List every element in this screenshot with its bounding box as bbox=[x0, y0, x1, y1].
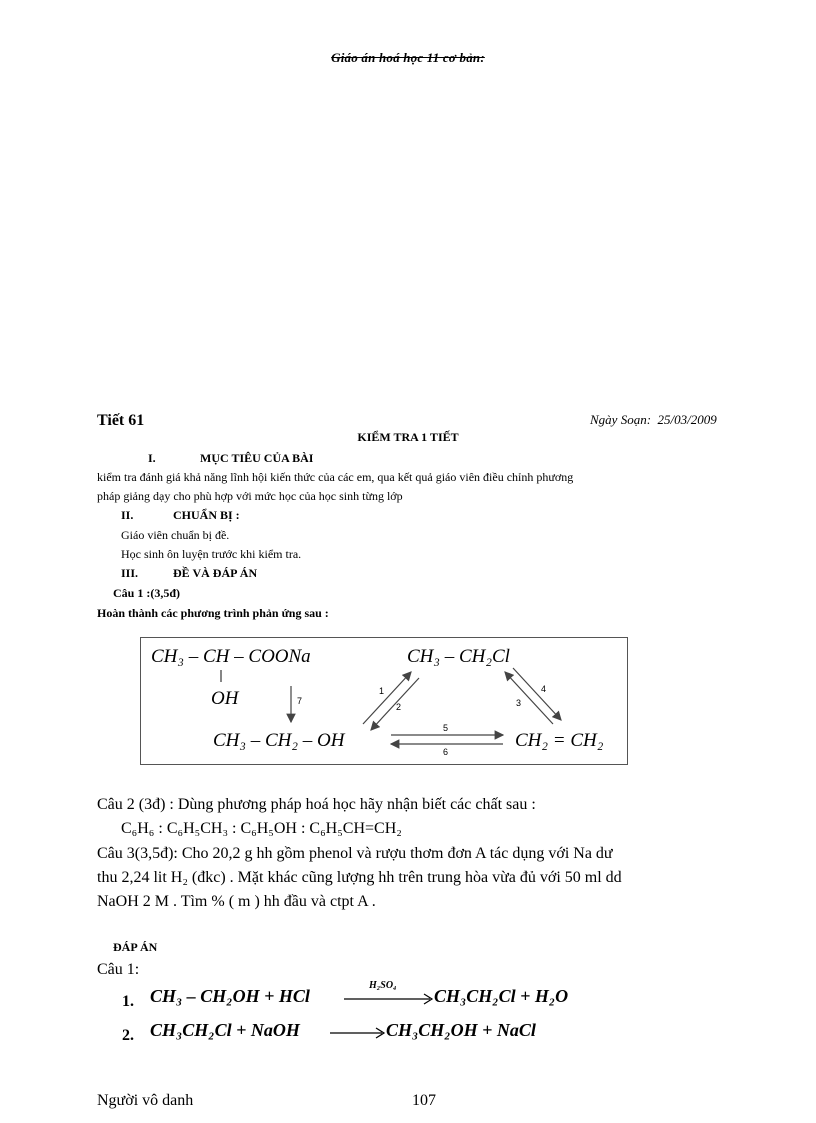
date-label: Ngày Soạn: bbox=[590, 412, 652, 427]
arrow-3 bbox=[505, 672, 553, 724]
page-header: Giáo án hoá học 11 cơ bản: bbox=[331, 50, 485, 65]
reaction-diagram bbox=[140, 637, 628, 765]
ethylene-formula: CH₂ = CH₂ bbox=[515, 730, 604, 751]
section-label: MỤC TIÊU CỦA BÀI bbox=[200, 451, 314, 465]
equation-number: 2. bbox=[122, 1027, 134, 1044]
answer-question-1: Câu 1: bbox=[97, 961, 140, 978]
section-preparation bbox=[121, 508, 240, 523]
section-number: II. bbox=[121, 508, 134, 522]
sodium-lactate-formula: CH₃ – CH – COONa bbox=[151, 646, 311, 667]
lesson-number: Tiết 61 bbox=[97, 412, 145, 429]
equation-lhs: CH₃ – CH₂OH + HCl bbox=[150, 986, 310, 1006]
equation-lhs: CH₃CH₂Cl + NaOH bbox=[150, 1020, 300, 1040]
question-3-line-3: NaOH 2 M . Tìm % ( m ) hh đầu và ctpt A . bbox=[97, 893, 376, 910]
reaction-arrow-icon bbox=[344, 992, 434, 1006]
section-number: III. bbox=[121, 566, 139, 580]
ethanol-formula: CH₃ – CH₂ – OH bbox=[213, 730, 345, 751]
page-title: KIỂM TRA 1 TIẾT bbox=[357, 430, 459, 444]
arrow-4 bbox=[513, 668, 561, 720]
footer-author: Người vô danh bbox=[97, 1092, 194, 1109]
prep-date bbox=[590, 412, 717, 428]
section-label: CHUẨN BỊ : bbox=[173, 508, 240, 522]
arrow-label-1: 1 bbox=[379, 686, 385, 696]
equation-catalyst: H₂SO₄ bbox=[369, 980, 397, 991]
arrow-label-7: 7 bbox=[297, 696, 303, 706]
question-1-label: Câu 1 :(3,5đ) bbox=[113, 586, 181, 600]
section-objectives bbox=[148, 451, 313, 466]
date-value: 25/03/2009 bbox=[657, 412, 717, 427]
arrow-label-2: 2 bbox=[396, 702, 402, 712]
arrow-label-4: 4 bbox=[541, 684, 547, 694]
arrow-label-6: 6 bbox=[443, 747, 449, 757]
equation-number: 1. bbox=[122, 993, 134, 1010]
equation-1 bbox=[122, 980, 622, 1014]
question-3-line-1: Câu 3(3,5đ): Cho 20,2 g hh gồm phenol và rượu thơm đơn A tác dụng với Na dư bbox=[97, 845, 613, 862]
section-label: ĐỀ VÀ ĐÁP ÁN bbox=[173, 566, 258, 580]
question-1-instruction: Hoàn thành các phương trình phản ứng sau : bbox=[97, 606, 329, 620]
equation-rhs: CH₃CH₂Cl + H₂O bbox=[434, 986, 569, 1006]
reaction-arrow-icon bbox=[330, 1026, 386, 1040]
equation-2 bbox=[122, 1018, 622, 1048]
section-number: I. bbox=[148, 451, 156, 465]
arrow-1 bbox=[363, 672, 411, 724]
section-test bbox=[121, 566, 257, 581]
question-2-compounds: C₆H₆ : C₆H₅CH₃ : C₆H₅OH : C₆H₅CH=CH₂ bbox=[121, 820, 402, 837]
hydroxyl-group: OH bbox=[211, 688, 239, 709]
prep-teacher: Giáo viên chuẩn bị đề. bbox=[121, 528, 230, 542]
arrow-label-5: 5 bbox=[443, 723, 449, 733]
answer-heading: ĐÁP ÁN bbox=[113, 940, 158, 954]
ethyl-chloride-formula: CH₃ – CH₂Cl bbox=[407, 646, 510, 667]
equation-rhs: CH₃CH₂OH + NaCl bbox=[386, 1020, 536, 1040]
question-3-line-2: thu 2,24 lit H₂ (đkc) . Mặt khác cũng lượng hh trên trung hòa vừa đủ với 50 ml dd bbox=[97, 869, 622, 886]
question-2: Câu 2 (3đ) : Dùng phương pháp hoá học hãy nhận biết các chất sau : bbox=[97, 796, 536, 813]
objective-line-1: kiểm tra đánh giá khả năng lĩnh hội kiến thức của các em, qua kết quả giáo viên điều chỉnh phương bbox=[97, 470, 574, 484]
page-number: 107 bbox=[412, 1092, 436, 1109]
objective-line-2: pháp giảng dạy cho phù hợp với mức học của học sinh từng lớp bbox=[97, 489, 403, 503]
prep-student: Học sinh ôn luyện trước khi kiểm tra. bbox=[121, 547, 302, 561]
arrow-label-3: 3 bbox=[516, 698, 522, 708]
